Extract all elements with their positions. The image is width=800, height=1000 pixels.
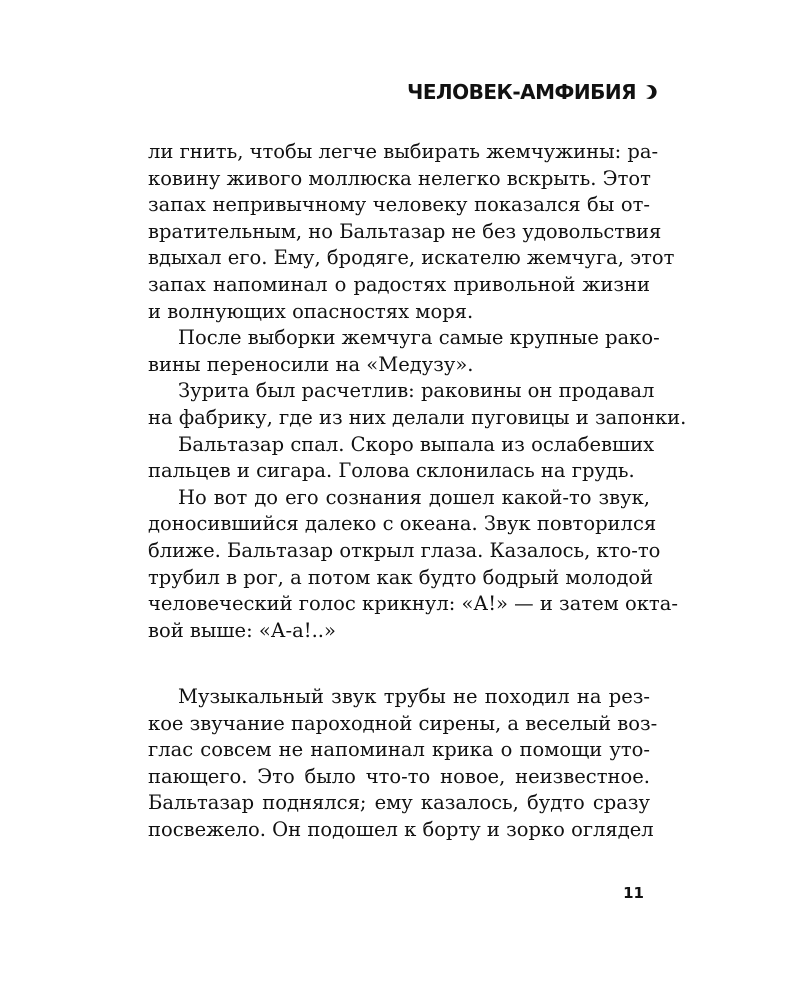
text-line: ли гнить, чтобы легче выбирать жемчужины: ра- — [148, 140, 659, 163]
running-head-title: ЧЕЛОВЕК-АМФИБИЯ — [407, 80, 636, 104]
text-line: Зурита был расчетлив: раковины он продавал — [178, 379, 655, 403]
text-line: на фабрику, где из них делали пуговицы и запонки. — [148, 405, 687, 429]
text-line: вины переносили на «Медузу». — [148, 352, 474, 376]
body-text-block-1 — [148, 139, 687, 644]
text-line: человеческий голос крикнул: «А!» — и затем окта- — [148, 592, 678, 616]
text-line: ближе. Бальтазар открыл глаза. Казалось, кто-то — [148, 538, 661, 562]
body-text-block-2 — [148, 684, 658, 844]
text-line: Бальтазар поднялся; ему казалось, будто сразу — [148, 791, 650, 815]
text-line: запах непривычному человеку показался бы от- — [148, 193, 650, 217]
text-line: доносившийся далеко с океана. Звук повторился — [148, 512, 657, 536]
page-number: 11 — [623, 884, 644, 902]
text-line: вой выше: «А-а!..» — [148, 618, 336, 642]
running-head — [407, 80, 660, 104]
text-line: глас совсем не напоминал крика о помощи уто- — [148, 738, 650, 762]
text-line: После выборки жемчуга самые крупные рако- — [178, 326, 660, 350]
text-line: посвежело. Он подошел к борту и зорко оглядел — [148, 817, 654, 841]
crescent-ornament-icon — [642, 83, 660, 101]
text-line: Музыкальный звук трубы не походил на рез- — [178, 685, 650, 708]
text-line: и волнующих опасностях моря. — [148, 299, 474, 323]
text-line: трубил в рог, а потом как будто бодрый молодой — [148, 565, 654, 589]
text-line: пающего. Это было что-то новое, неизвестное. — [148, 764, 650, 788]
text-line: Но вот до его сознания дошел какой-то звук, — [178, 485, 650, 509]
text-line: вратительным, но Бальтазар не без удовольствия — [148, 219, 662, 243]
text-line: Бальтазар спал. Скоро выпала из ослабевших — [178, 432, 655, 456]
text-line: кое звучание пароходной сирены, а веселый воз- — [148, 711, 658, 735]
text-line: запах напоминал о радостях привольной жизни — [148, 272, 650, 296]
text-line: вдыхал его. Ему, бродяге, искателю жемчуга, этот — [148, 246, 675, 270]
text-line: ковину живого моллюска нелегко вскрыть. Этот — [148, 166, 651, 190]
text-line: пальцев и сигара. Голова склонилась на грудь. — [148, 459, 635, 483]
